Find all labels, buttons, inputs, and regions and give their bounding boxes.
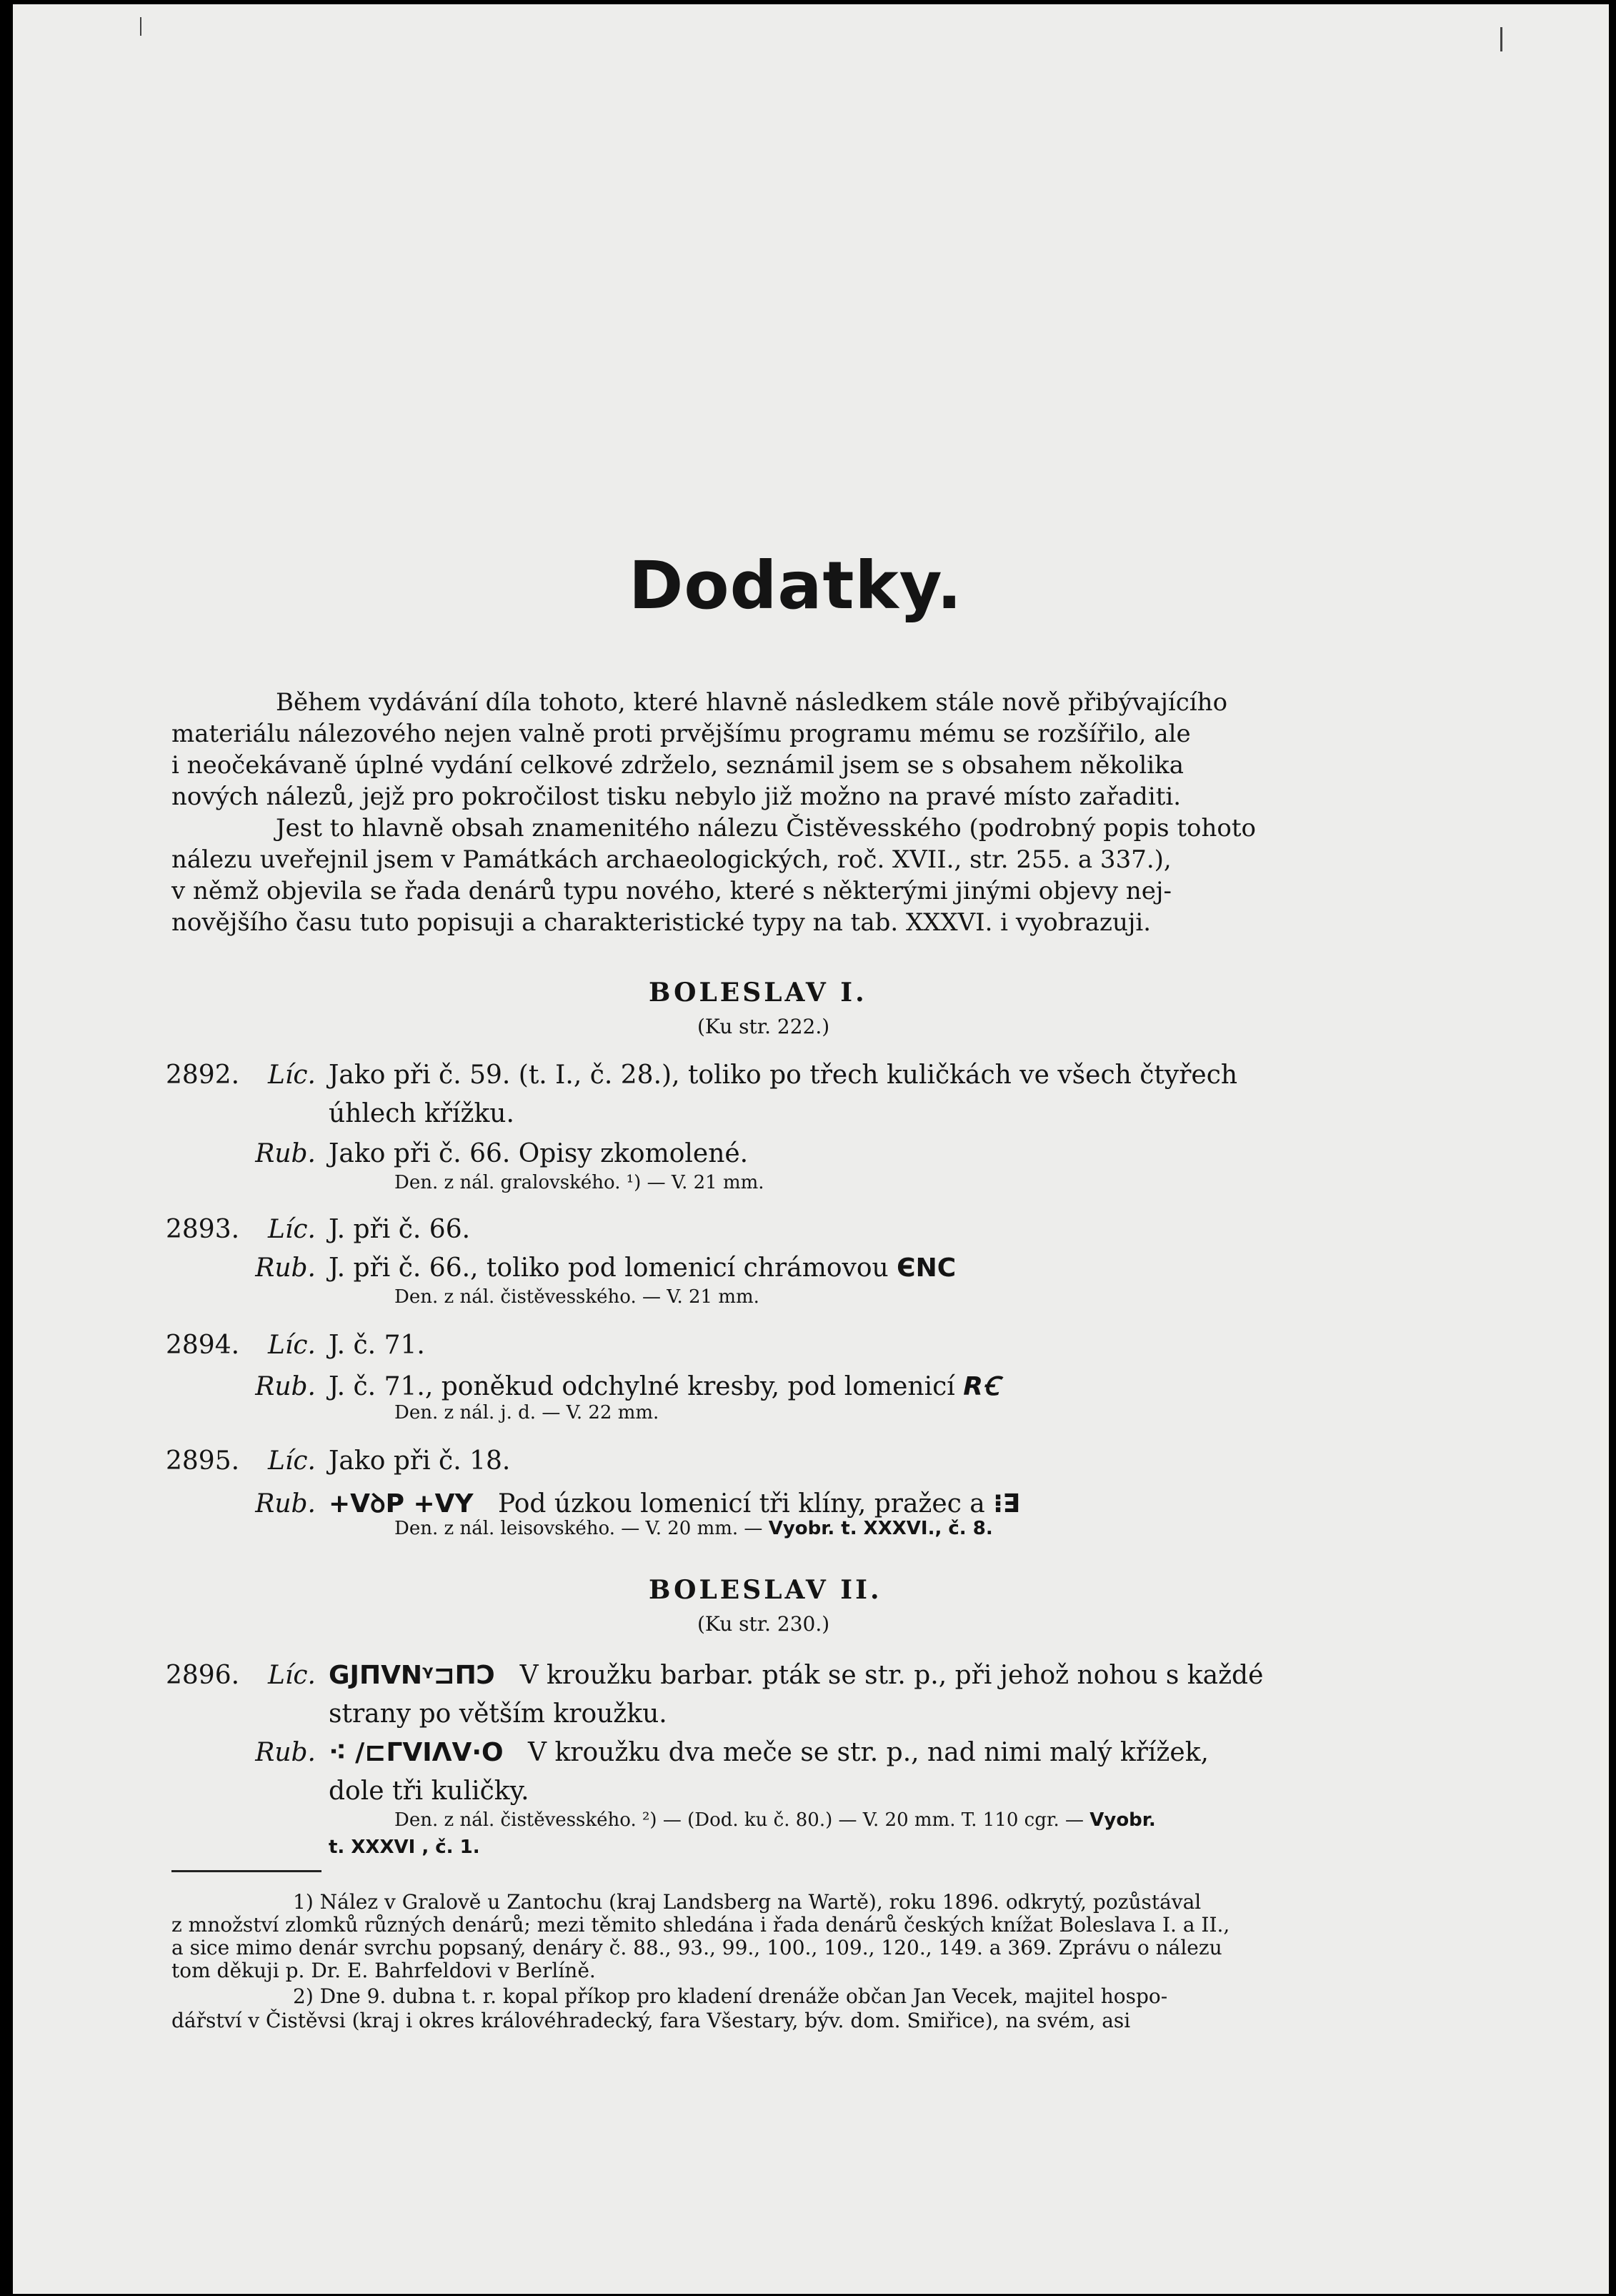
reverse-text: J. při č. 66., toliko pod lomenicí chrámovou [329,1253,889,1283]
intro-line: nálezu uveřejnil jsem v Památkách archaeologických, roč. XVII., str. 255. a 337.), [171,845,1172,874]
footnote-line: 1) Nález v Gralově u Zantochu (kraj Landsberg na Wartě), roku 1896. odkrytý, pozůstával [293,1890,1202,1914]
reverse-text: Pod úzkou lomenicí tři klíny, pražec a [497,1489,985,1519]
entry-2892-obverse [166,1060,1237,1090]
intro-line: materiálu nálezového nejen valně proti prvějšímu programu mému se rozšířilo, ale [171,720,1191,748]
footnote-line: tom děkuji p. Dr. E. Bahrfeldovi v Berlíně. [171,1959,596,1982]
coin-source [394,1518,993,1539]
reverse-label: Rub. [255,1139,316,1168]
reverse-label: Rub. [255,1253,316,1283]
entry-number: 2894. [166,1331,240,1360]
section-heading: BOLESLAV I. [649,978,867,1008]
footnote-line: dářství v Čistěvsi (kraj i okres královéhradecký, fara Všestary, býv. dom. Smiřice), na svém, asi [171,2009,1131,2032]
intro-line: nových nálezů, jejž pro pokročilost tisku nebylo již možno na pravé místo zařaditi. [171,782,1182,811]
section-heading: BOLESLAV II. [649,1575,882,1605]
scan-mark [1500,27,1502,51]
reverse-text: J. č. 71., poněkud odchylné kresby, pod lomenicí [329,1372,955,1401]
entry-number: 2892. [166,1060,240,1090]
reverse-label: Rub. [255,1738,316,1767]
obverse-label: Líc. [267,1215,316,1244]
entry-2894-obverse [166,1331,425,1360]
entry-number: 2893. [166,1215,240,1244]
intro-line: Během vydávání díla tohoto, které hlavně následkem stále nově přibývajícího [276,688,1228,717]
obverse-text: J. č. 71. [329,1331,425,1360]
obverse-text-continued: úhlech křížku. [329,1099,514,1128]
coin-source-text: Den. z nál. leisovského. — V. 20 mm. — [394,1518,763,1539]
coin-source-text: Den. z nál. čistěvesského. ²) — (Dod. ku č. 80.) — V. 20 mm. T. 110 cgr. — [394,1809,1084,1831]
coin-legend: ⁖ /⊏ΓVIΛV·O [329,1738,504,1767]
coin-legend: +VꝺP +VY [329,1489,474,1519]
coin-legend: ЄNC [897,1253,957,1283]
intro-line: i neočekávaně úplné vydání celkové zdrželo, seznámil jsem se s obsahem několika [171,751,1184,780]
obverse-text: V kroužku barbar. pták se str. p., při jehož nohou s každé [519,1661,1264,1690]
reverse-label: Rub. [255,1489,316,1519]
obverse-text: J. při č. 66. [329,1215,471,1244]
section-subheading: (Ku str. 230.) [697,1612,830,1636]
intro-line: v němž objevila se řada denárů typu nového, které s některými jinými objevy nej- [171,877,1172,905]
obverse-text-continued: strany po větším kroužku. [329,1699,667,1729]
entry-2896-reverse [186,1738,1209,1767]
coin-legend: GJΠVNᵞ⊐ΠƆ [329,1661,496,1690]
coin-source: Den. z nál. čistěvesského. — V. 21 mm. [394,1286,759,1308]
entry-2892-reverse [186,1139,748,1168]
reverse-text: V kroužku dva meče se str. p., nad nimi malý křížek, [528,1738,1209,1767]
obverse-label: Líc. [267,1331,316,1360]
scanned-page [13,4,1609,2294]
obverse-text: Jako při č. 18. [329,1446,511,1476]
coin-source [394,1809,1156,1831]
scan-mark [140,17,141,36]
plate-reference: Vyobr. [1089,1809,1156,1831]
obverse-label: Líc. [267,1661,316,1690]
coin-source: Den. z nál. j. d. — V. 22 mm. [394,1402,659,1423]
plate-reference: t. XXXVI , č. 1. [329,1837,480,1858]
section-subheading: (Ku str. 222.) [697,1015,830,1038]
coin-legend: ⁝ꓱ [993,1489,1021,1519]
reverse-label: Rub. [255,1372,316,1401]
entry-2896-obverse [166,1661,1263,1690]
plate-reference: Vyobr. t. XXXVI., č. 8. [768,1518,993,1539]
reverse-text: Jako při č. 66. Opisy zkomolené. [329,1139,749,1168]
page-title: Dodatky. [629,547,963,624]
footnote-separator [171,1870,321,1872]
obverse-label: Líc. [267,1060,316,1090]
footnote-line: a sice mimo denár svrchu popsaný, denáry č. 88., 93., 99., 100., 109., 120., 149. a 369. Zprávu o nálezu [171,1936,1222,1959]
footnote-line: 2) Dne 9. dubna t. r. kopal příkop pro kladení drenáže občan Jan Vecek, majitel hospo- [293,1984,1168,2008]
entry-2895-obverse [166,1446,510,1476]
entry-number: 2896. [166,1661,240,1690]
coin-legend: RꞒ [963,1372,999,1401]
obverse-text: Jako při č. 59. (t. I., č. 28.), toliko po třech kuličkách ve všech čtyřech [329,1060,1238,1090]
entry-2895-reverse [186,1485,1021,1520]
entry-2894-reverse [186,1368,999,1403]
obverse-label: Líc. [267,1446,316,1476]
footnote-line: z množství zlomků různých denárů; mezi těmito shledána i řada denárů českých knížat Boleslava I. a II., [171,1913,1230,1937]
intro-line: Jest to hlavně obsah znamenitého nálezu Čistěvesského (podrobný popis tohoto [276,814,1256,843]
entry-number: 2895. [166,1446,240,1476]
reverse-text-continued: dole tři kuličky. [329,1776,529,1806]
entry-2893-reverse [186,1253,956,1283]
coin-source: Den. z nál. gralovského. ¹) — V. 21 mm. [394,1172,764,1193]
entry-2893-obverse [166,1215,470,1244]
intro-line: novějšího času tuto popisuji a charakteristické typy na tab. XXXVI. i vyobrazuji. [171,908,1152,937]
